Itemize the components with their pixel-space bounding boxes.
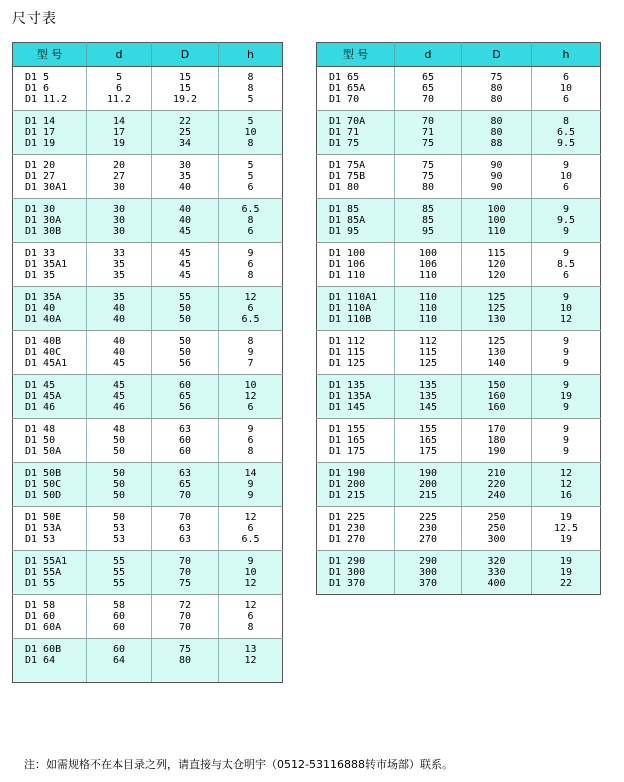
cell-outer-diameter: 75 80 <box>152 639 219 683</box>
cell-model: D1 30 D1 30A D1 30B <box>13 199 87 243</box>
cell-inner-diameter: 60 64 <box>87 639 152 683</box>
cell-model: D1 85 D1 85A D1 95 <box>317 199 395 243</box>
column-header-model: 型 号 <box>13 43 87 67</box>
cell-inner-diameter: 50 50 50 <box>87 463 152 507</box>
column-header-inner-diameter: d <box>87 43 152 67</box>
cell-height: 10 12 6 <box>219 375 283 419</box>
cell-model: D1 65 D1 65A D1 70 <box>317 67 395 111</box>
cell-model: D1 45 D1 45A D1 46 <box>13 375 87 419</box>
cell-model: D1 135 D1 135A D1 145 <box>317 375 395 419</box>
cell-height: 9 9.5 9 <box>532 199 601 243</box>
cell-height: 13 12 <box>219 639 283 683</box>
cell-outer-diameter: 115 120 120 <box>462 243 532 287</box>
cell-outer-diameter: 75 80 80 <box>462 67 532 111</box>
cell-outer-diameter: 60 65 56 <box>152 375 219 419</box>
table-row <box>13 507 283 551</box>
cell-inner-diameter: 14 17 19 <box>87 111 152 155</box>
cell-model: D1 50E D1 53A D1 53 <box>13 507 87 551</box>
table-row <box>13 551 283 595</box>
cell-inner-diameter: 70 71 75 <box>395 111 462 155</box>
cell-outer-diameter: 45 45 45 <box>152 243 219 287</box>
table-row <box>13 331 283 375</box>
cell-inner-diameter: 40 40 45 <box>87 331 152 375</box>
cell-outer-diameter: 250 250 300 <box>462 507 532 551</box>
table-row <box>317 199 601 243</box>
cell-height: 12 6 6.5 <box>219 507 283 551</box>
cell-model: D1 60B D1 64 <box>13 639 87 683</box>
table-row <box>317 67 601 111</box>
table-row <box>13 243 283 287</box>
cell-outer-diameter: 90 90 90 <box>462 155 532 199</box>
cell-height: 9 9 9 <box>532 419 601 463</box>
cell-inner-diameter: 33 35 35 <box>87 243 152 287</box>
cell-inner-diameter: 85 85 95 <box>395 199 462 243</box>
table-row <box>317 551 601 595</box>
column-header-height: h <box>532 43 601 67</box>
cell-outer-diameter: 150 160 160 <box>462 375 532 419</box>
cell-outer-diameter: 30 35 40 <box>152 155 219 199</box>
cell-inner-diameter: 35 40 40 <box>87 287 152 331</box>
cell-inner-diameter: 110 110 110 <box>395 287 462 331</box>
table-row <box>13 375 283 419</box>
size-table-left <box>12 42 283 683</box>
column-header-model: 型 号 <box>317 43 395 67</box>
cell-outer-diameter: 70 70 75 <box>152 551 219 595</box>
cell-height: 12 6 6.5 <box>219 287 283 331</box>
cell-model: D1 110A1 D1 110A D1 110B <box>317 287 395 331</box>
cell-height: 9 10 12 <box>532 287 601 331</box>
cell-outer-diameter: 70 63 63 <box>152 507 219 551</box>
cell-height: 8 9 7 <box>219 331 283 375</box>
cell-height: 9 6 8 <box>219 243 283 287</box>
table-row <box>317 331 601 375</box>
cell-inner-diameter: 65 65 70 <box>395 67 462 111</box>
cell-model: D1 33 D1 35A1 D1 35 <box>13 243 87 287</box>
cell-outer-diameter: 72 70 70 <box>152 595 219 639</box>
column-header-height: h <box>219 43 283 67</box>
cell-outer-diameter: 22 25 34 <box>152 111 219 155</box>
column-header-outer-diameter: D <box>462 43 532 67</box>
cell-inner-diameter: 58 60 60 <box>87 595 152 639</box>
column-header-outer-diameter: D <box>152 43 219 67</box>
cell-model: D1 290 D1 300 D1 370 <box>317 551 395 595</box>
cell-inner-diameter: 100 106 110 <box>395 243 462 287</box>
cell-height: 9 6 8 <box>219 419 283 463</box>
cell-height: 9 9 9 <box>532 331 601 375</box>
table-row <box>13 67 283 111</box>
cell-model: D1 112 D1 115 D1 125 <box>317 331 395 375</box>
cell-model: D1 48 D1 50 D1 50A <box>13 419 87 463</box>
cell-outer-diameter: 63 60 60 <box>152 419 219 463</box>
cell-height: 12 6 8 <box>219 595 283 639</box>
cell-model: D1 190 D1 200 D1 215 <box>317 463 395 507</box>
table-row <box>13 639 283 683</box>
cell-outer-diameter: 63 65 70 <box>152 463 219 507</box>
cell-model: D1 75A D1 75B D1 80 <box>317 155 395 199</box>
table-row <box>13 463 283 507</box>
table-header-row <box>317 43 601 67</box>
cell-inner-diameter: 50 53 53 <box>87 507 152 551</box>
table-row <box>13 419 283 463</box>
cell-height: 9 8.5 6 <box>532 243 601 287</box>
cell-outer-diameter: 100 100 110 <box>462 199 532 243</box>
cell-inner-diameter: 155 165 175 <box>395 419 462 463</box>
cell-height: 6 10 6 <box>532 67 601 111</box>
cell-model: D1 100 D1 106 D1 110 <box>317 243 395 287</box>
cell-inner-diameter: 135 135 145 <box>395 375 462 419</box>
cell-height: 8 8 5 <box>219 67 283 111</box>
table-row <box>317 155 601 199</box>
cell-inner-diameter: 45 45 46 <box>87 375 152 419</box>
cell-outer-diameter: 15 15 19.2 <box>152 67 219 111</box>
table-header-row <box>13 43 283 67</box>
table-row <box>13 199 283 243</box>
cell-inner-diameter: 75 75 80 <box>395 155 462 199</box>
cell-outer-diameter: 210 220 240 <box>462 463 532 507</box>
table-row <box>317 375 601 419</box>
cell-model: D1 155 D1 165 D1 175 <box>317 419 395 463</box>
cell-height: 5 5 6 <box>219 155 283 199</box>
cell-height: 14 9 9 <box>219 463 283 507</box>
table-row <box>317 507 601 551</box>
cell-height: 9 10 6 <box>532 155 601 199</box>
cell-model: D1 40B D1 40C D1 45A1 <box>13 331 87 375</box>
cell-outer-diameter: 80 80 88 <box>462 111 532 155</box>
size-table-right <box>316 42 601 595</box>
cell-height: 8 6.5 9.5 <box>532 111 601 155</box>
cell-inner-diameter: 290 300 370 <box>395 551 462 595</box>
cell-inner-diameter: 5 6 11.2 <box>87 67 152 111</box>
table-row <box>13 595 283 639</box>
cell-height: 9 10 12 <box>219 551 283 595</box>
cell-inner-diameter: 190 200 215 <box>395 463 462 507</box>
cell-outer-diameter: 170 180 190 <box>462 419 532 463</box>
table-row <box>317 419 601 463</box>
table-row <box>317 463 601 507</box>
cell-model: D1 55A1 D1 55A D1 55 <box>13 551 87 595</box>
cell-outer-diameter: 125 125 130 <box>462 287 532 331</box>
cell-outer-diameter: 40 40 45 <box>152 199 219 243</box>
cell-inner-diameter: 112 115 125 <box>395 331 462 375</box>
cell-inner-diameter: 30 30 30 <box>87 199 152 243</box>
cell-height: 6.5 8 6 <box>219 199 283 243</box>
cell-height: 19 19 22 <box>532 551 601 595</box>
cell-model: D1 20 D1 27 D1 30A1 <box>13 155 87 199</box>
cell-height: 19 12.5 19 <box>532 507 601 551</box>
page-title: 尺寸表 <box>12 11 57 27</box>
cell-outer-diameter: 320 330 400 <box>462 551 532 595</box>
cell-model: D1 70A D1 71 D1 75 <box>317 111 395 155</box>
table-row <box>317 287 601 331</box>
cell-model: D1 58 D1 60 D1 60A <box>13 595 87 639</box>
cell-height: 12 12 16 <box>532 463 601 507</box>
table-row <box>13 155 283 199</box>
cell-model: D1 14 D1 17 D1 19 <box>13 111 87 155</box>
table-row <box>317 111 601 155</box>
cell-height: 5 10 8 <box>219 111 283 155</box>
cell-height: 9 19 9 <box>532 375 601 419</box>
table-row <box>13 287 283 331</box>
table-row <box>13 111 283 155</box>
cell-inner-diameter: 55 55 55 <box>87 551 152 595</box>
table-row <box>317 243 601 287</box>
column-header-inner-diameter: d <box>395 43 462 67</box>
cell-inner-diameter: 225 230 270 <box>395 507 462 551</box>
cell-model: D1 35A D1 40 D1 40A <box>13 287 87 331</box>
cell-inner-diameter: 48 50 50 <box>87 419 152 463</box>
contact-note: 注：如需规格不在本目录之列，请直接与太仓明宇（0512-53116888转市场部）联系。 <box>24 758 453 771</box>
cell-model: D1 50B D1 50C D1 50D <box>13 463 87 507</box>
cell-model: D1 225 D1 230 D1 270 <box>317 507 395 551</box>
cell-outer-diameter: 55 50 50 <box>152 287 219 331</box>
cell-inner-diameter: 20 27 30 <box>87 155 152 199</box>
cell-outer-diameter: 125 130 140 <box>462 331 532 375</box>
cell-model: D1 5 D1 6 D1 11.2 <box>13 67 87 111</box>
cell-outer-diameter: 50 50 56 <box>152 331 219 375</box>
